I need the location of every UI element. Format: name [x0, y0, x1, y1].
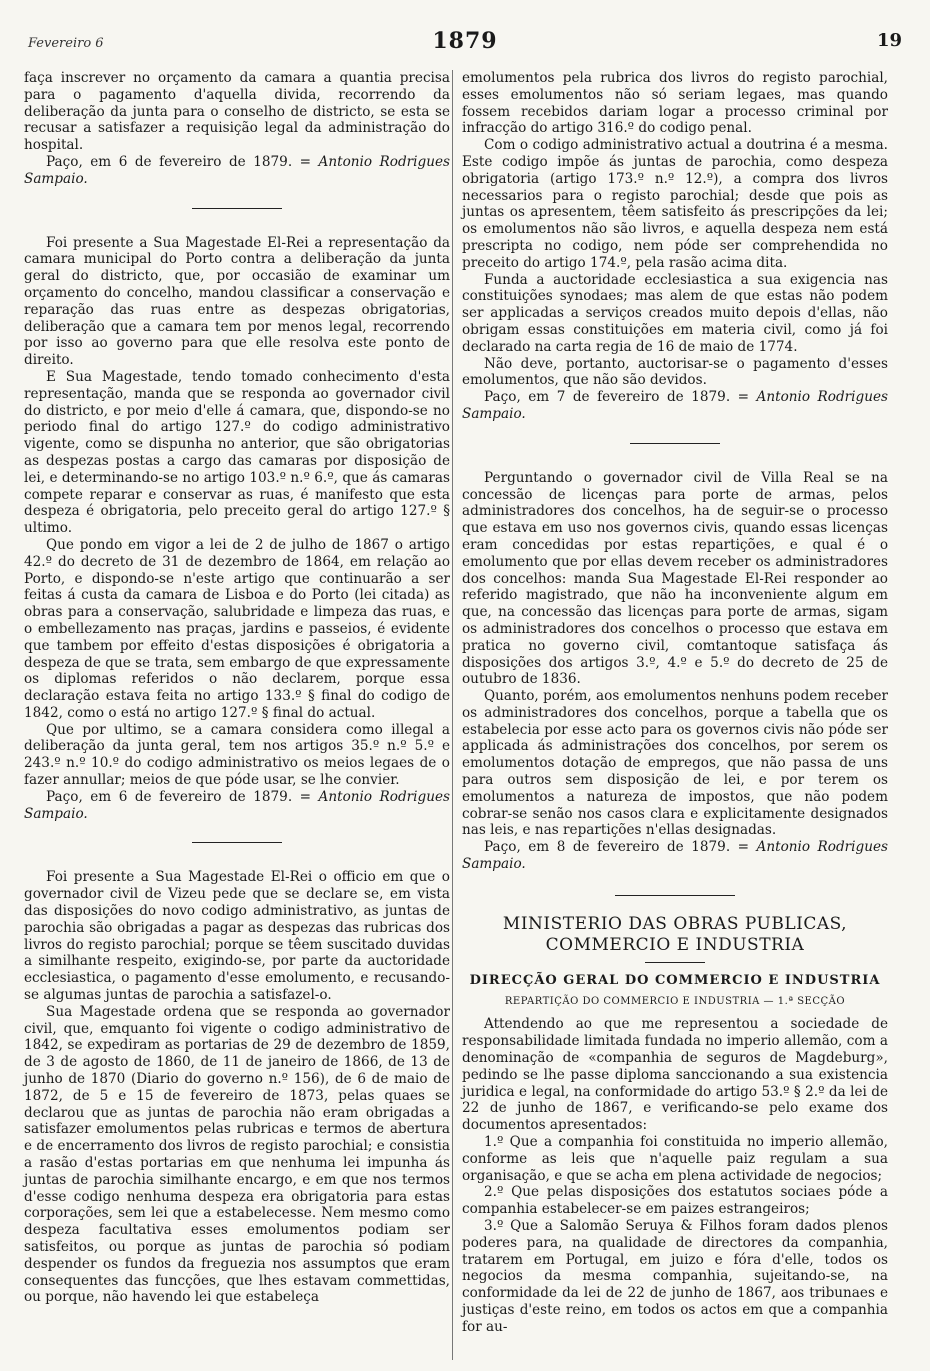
header-date: Fevereiro 6 — [28, 36, 104, 51]
paragraph: Que por ultimo, se a camara considera como illegal a deliberação da junta geral, tem nos artigos 35.º n.º 5.º e 243.º n.º 10.º do codigo administrativo os meios legaes de o fazer annullar; meios de que póde usar, se lhe convier. — [24, 721, 450, 789]
paragraph: Attendendo ao que me representou a sociedade de responsabilidade limitada fundada no imperio allemão, com a denominação de «companhia de seguros de Magdeburg», pedindo se lhe passe diploma sanccionando a sua existencia juridica e legal, na conformidade do artigo 53.º § 2.º da lei de 22 de junho de 1867, e verificando-se pelo exame dos documentos apresentados: — [462, 1016, 888, 1134]
section-separator — [192, 842, 282, 843]
section-separator — [615, 895, 735, 896]
signature-line — [24, 154, 450, 188]
paragraph: Não deve, portanto, auctorisar-se o pagamento d'esses emolumentos, que não são devidos. — [462, 355, 888, 389]
page-header — [0, 0, 930, 64]
paragraph: faça inscrever no orçamento da camara a quantia precisa para o pagamento d'aquella divida, recorrendo da deliberação da junta para o conselho de districto, se esta se recusar a satisfazer a requisição legal da administração do hospital. — [24, 70, 450, 154]
paragraph: Foi presente a Sua Magestade El-Rei o officio em que o governador civil de Vizeu pede que se declare se, em vista das disposições do novo codigo administrativo, as juntas de parochia são obrigadas a pagar as despezas das rubricas dos livros do registo parochial; porque se têem suscitado duvidas a similhante respeito, exigindo-se, por parte da auctoridade ecclesiastica, o pagamento d'esse emolumento, e recusando-se algumas juntas de parochia a satisfazel-o. — [24, 869, 450, 1004]
paragraph: 2.º Que pelas disposições dos estatutos sociaes póde a companhia estabelecer-se em paizes estrangeiros; — [462, 1184, 888, 1218]
paragraph: Perguntando o governador civil de Villa Real se na concessão de licenças para porte de armas, pelos administradores dos concelhos, ha de seguir-se o processo que estava em uso nos governos civis, quando essas licenças eram concedidas por estas repartições, e qual é o emolumento que por ellas devem receber os administradores dos concelhos: manda Sua Magestade El-Rei responder ao referido magistrado, que não ha inconveniente algum em que, na concessão das licenças para porte de armas, sigam os administradores dos concelhos o processo que estava em pratica no governo civil, comtantoque satisfaça ás disposições dos artigos 3.º, 4.º e 5.º do decreto de 25 de outubro de 1836. — [462, 469, 888, 688]
signature-name: Antonio Rodrigues Sampaio. — [24, 153, 450, 187]
paragraph: Sua Magestade ordena que se responda ao governador civil, que, emquanto foi vigente o codigo administrativo de 1842, se expediram as portarias de 29 de dezembro de 1859, de 3 de agosto de 1860, de 11 de janeiro de 1866, de 13 de junho de 1870 (Diario do governo n.º 156), de 6 de maio de 1872, de 5 e 15 de fevereiro de 1873, pelas quaes se declarou que as juntas de parochia não eram obrigadas a satisfazer emolumentos pelas rubricas e termos de abertura e de encerramento dos livros de registo parochial; e consistia a rasão d'estas portarias em que nenhuma lei impunha ás juntas de parochia similhante encargo, e em que nos termos d'esse codigo nenhuma despeza era obrigatoria para estas corporações, sem lei que a estabelecesse. Nem mesmo como despeza facultativa esses emolumentos podiam ser satisfeitos, ou porque as juntas de parochia só podiam despender os fundos da freguezia nos assumptos que eram consequentes das funcções, que lhes estavam commettidas, ou porque, não havendo lei que estabeleça — [24, 1003, 450, 1306]
direction-title: DIRECÇÃO GERAL DO COMMERCIO E INDUSTRIA — [469, 972, 881, 988]
signature-name: Antonio Rodrigues Sampaio. — [24, 788, 450, 822]
repartition-title: REPARTIÇÃO DO COMMERCIO E INDUSTRIA — 1.ª SECÇÃO — [504, 995, 846, 1007]
paragraph: Quanto, porém, aos emolumentos nenhuns podem receber os administradores dos concelhos, porque a tabella que os estabelecia por esse acto para os governos civis não póde ser applicada ás administrações dos concelhos, por serem os emolumentos dotação de empregos, que não passa de uns para outros sem disposição de lei, e por terem os emolumentos a natureza de impostos, que não podem cobrar-se senão nos casos clara e explicitamente designados nas leis, e nas repartições n'ellas designadas. — [462, 688, 888, 839]
signature-name: Antonio Rodrigues Sampaio. — [462, 389, 888, 422]
paragraph: 3.º Que a Salomão Seruya & Filhos foram dados plenos poderes para, na qualidade de directores da companhia, tratarem em Portugal, em juizo e fóra d'elle, todos os negocios da mesma companhia, sujeitando-se, na conformidade da lei de 22 de junho de 1867, aos tribunaes e justiças d'este reino, em todos os actos em que a companhia for au- — [462, 1218, 888, 1335]
paragraph: E Sua Magestade, tendo tomado conhecimento d'esta representação, manda que se responda ao governador civil do districto, e por meio d'elle á camara, que, dispondo-se no periodo final do artigo 127.º do codigo administrativo vigente, como se dispunha no anterior, que são obrigatorias as despezas postas a cargo das camaras por disposição de lei, e determinando-se no artigo 103.º n.º 6.º, que ás camaras compete reparar e conservar as ruas, é manifesto que esta despeza é obrigatoria, pelo preceito geral do artigo 127.º § ultimo. — [24, 368, 450, 537]
signature-text: Paço, em 8 de fevereiro de 1879. = — [484, 839, 757, 856]
signature-text: Paço, em 7 de fevereiro de 1879. = — [484, 389, 757, 406]
signature-line — [24, 789, 450, 823]
signature-name: Antonio Rodrigues Sampaio. — [462, 839, 888, 873]
column-divider — [452, 70, 453, 1360]
signature-line — [462, 389, 888, 423]
paragraph: emolumentos pela rubrica dos livros do registo parochial, esses emolumentos não só seriam legaes, mas quando fossem recebidos dariam logar a processo criminal por infracção do artigo 316.º do codigo penal. — [462, 70, 888, 137]
left-column — [24, 70, 450, 1306]
header-year: 1879 — [432, 28, 498, 54]
section-separator — [192, 208, 282, 209]
paragraph: Foi presente a Sua Magestade El-Rei a representação da camara municipal do Porto contra a deliberação da junta geral do districto, que, por occasião de examinar um orçamento do concelho, mandou classificar a conservação e reparação das ruas entre as despezas obrigatorias, deliberação que a camara tem por menos legal, recorrendo por isso ao governo para que elle resolva este ponto de direito. — [24, 234, 450, 369]
paragraph: Que pondo em vigor a lei de 2 de julho de 1867 o artigo 42.º do decreto de 31 de dezembro de 1864, em relação ao Porto, e dispondo-se n'este artigo que continuarão a ser feitas á custa da camara de Lisboa e do Porto (lei citada) as obras para a conservação, salubridade e limpeza das ruas, e o embellezamento nas praças, jardins e passeios, é evidente que tambem por effeito d'estas disposições é obrigatoria a despeza de que se trata, sem embargo de que expressamente os diplomas referidos o não declarem, porque essa declaração estava feita no artigo 133.º § final do codigo de 1842, como o está no artigo 127.º § final do actual. — [24, 536, 450, 721]
signature-text: Paço, em 6 de fevereiro de 1879. = — [46, 788, 319, 805]
page-number: 19 — [876, 30, 902, 51]
section-separator — [630, 443, 720, 444]
title-rule — [645, 962, 705, 963]
signature-line — [462, 839, 888, 873]
paragraph: 1.º Que a companhia foi constituida no imperio allemão, conforme as leis que n'aquelle paiz regulam a sua organisação, e que se acha em plena actividade de negocios; — [462, 1134, 888, 1184]
signature-text: Paço, em 6 de fevereiro de 1879. = — [46, 153, 319, 170]
paragraph: Com o codigo administrativo actual a doutrina é a mesma. Este codigo impõe ás juntas de parochia, como despeza obrigatoria (artigo 173.º n.º 12.º), a compra dos livros necessarios para o registo parochial; desde que pois as juntas os apresentem, têem satisfeito ás prescripções da lei; os emolumentos não são livros, e aquella despeza nem está prescripta no codigo, nem póde ser comprehendida no preceito do artigo 174.º, pela rasão acima dita. — [462, 137, 888, 271]
right-column — [462, 70, 888, 1336]
ministry-title: MINISTERIO DAS OBRAS PUBLICAS, COMMERCIO E INDUSTRIA — [502, 913, 848, 955]
paragraph: Funda a auctoridade ecclesiastica a sua exigencia nas constituições synodaes; mas alem de que estas não podem ser applicadas a serviços creados muito depois d'ellas, não obrigam essas constituições em materia civil, como já foi declarado na carta regia de 16 de maio de 1774. — [462, 271, 888, 355]
